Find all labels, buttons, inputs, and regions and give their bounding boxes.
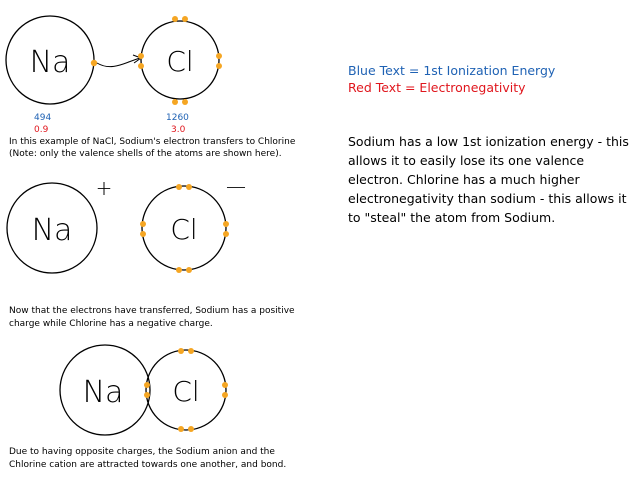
stage1-caption-line2: (Note: only the valence shells of the atoms are shown here). [9, 149, 282, 159]
stage1-cl-electron [216, 63, 222, 69]
stage3-cl-electron [222, 382, 228, 388]
stage3-na-symbol: Na [82, 375, 124, 410]
stage2-sodium-ion [7, 176, 112, 273]
stage3-cl-symbol: Cl [172, 375, 200, 408]
stage1-transfer-arrow [97, 58, 140, 67]
stage2-na-charge: + [95, 176, 113, 200]
stage2-cl-electron [140, 231, 146, 237]
stage1-cl-electron [182, 99, 188, 105]
stage2-caption-line2: charge while Chlorine has a negative charge. [9, 319, 213, 329]
stage3-cl-electron [178, 348, 184, 354]
stage1-cl-electron [138, 53, 144, 59]
stage2-caption-line1: Now that the electrons have transferred, Sodium has a positive [9, 306, 295, 316]
legend-blue-text: Blue Text = 1st Ionization Energy [348, 63, 556, 78]
stage3-cl-electron [188, 348, 194, 354]
stage2-cl-electron [176, 184, 182, 190]
stage1-na-electron [91, 60, 97, 66]
stage3-cl-electron [144, 392, 150, 398]
stage1-cl-electron [172, 16, 178, 22]
stage2-cl-electron [176, 267, 182, 273]
stage2-cl-electron [140, 221, 146, 227]
stage2-chloride-ion [140, 174, 246, 273]
na-ionization-energy: 494 [34, 113, 52, 123]
stage2-cl-symbol: Cl [170, 213, 198, 246]
stage1-cl-electron [172, 99, 178, 105]
legend-red-text: Red Text = Electronegativity [348, 80, 526, 95]
stage2-na-symbol: Na [31, 213, 73, 248]
cl-ionization-energy: 1260 [166, 113, 189, 123]
stage1-chlorine-atom [138, 16, 222, 105]
cl-electronegativity: 3.0 [171, 125, 186, 135]
stage2-cl-charge: — [226, 174, 246, 198]
stage2-cl-electron [223, 231, 229, 237]
stage1-cl-symbol: Cl [166, 45, 194, 78]
stage3-cl-electron [178, 426, 184, 432]
stage3-caption-line2: Chlorine cation are attracted towards one another, and bond. [9, 460, 287, 470]
stage3-caption-line1: Due to having opposite charges, the Sodium anion and the [9, 447, 275, 457]
stage1-cl-electron [182, 16, 188, 22]
stage3-bonded-pair [60, 345, 228, 435]
stage3-cl-electron [188, 426, 194, 432]
stage3-cl-electron [222, 392, 228, 398]
stage2-cl-electron [186, 267, 192, 273]
stage1-cl-electron [216, 53, 222, 59]
stage2-cl-electron [223, 221, 229, 227]
explanation-paragraph: Sodium has a low 1st ionization energy - this allows it to easily lose its one valence electron. Chlorine has a much higher electronegativity than sodium - this allows it to "steal" the atom from Sodium. [348, 134, 629, 225]
na-electronegativity: 0.9 [34, 125, 49, 135]
stage1-sodium-atom [6, 16, 97, 104]
stage1-caption-line1: In this example of NaCl, Sodium's electron transfers to Chlorine [9, 137, 296, 147]
stage3-cl-electron [144, 382, 150, 388]
stage1-na-symbol: Na [29, 45, 71, 80]
stage1-cl-electron [138, 63, 144, 69]
stage2-cl-electron [186, 184, 192, 190]
